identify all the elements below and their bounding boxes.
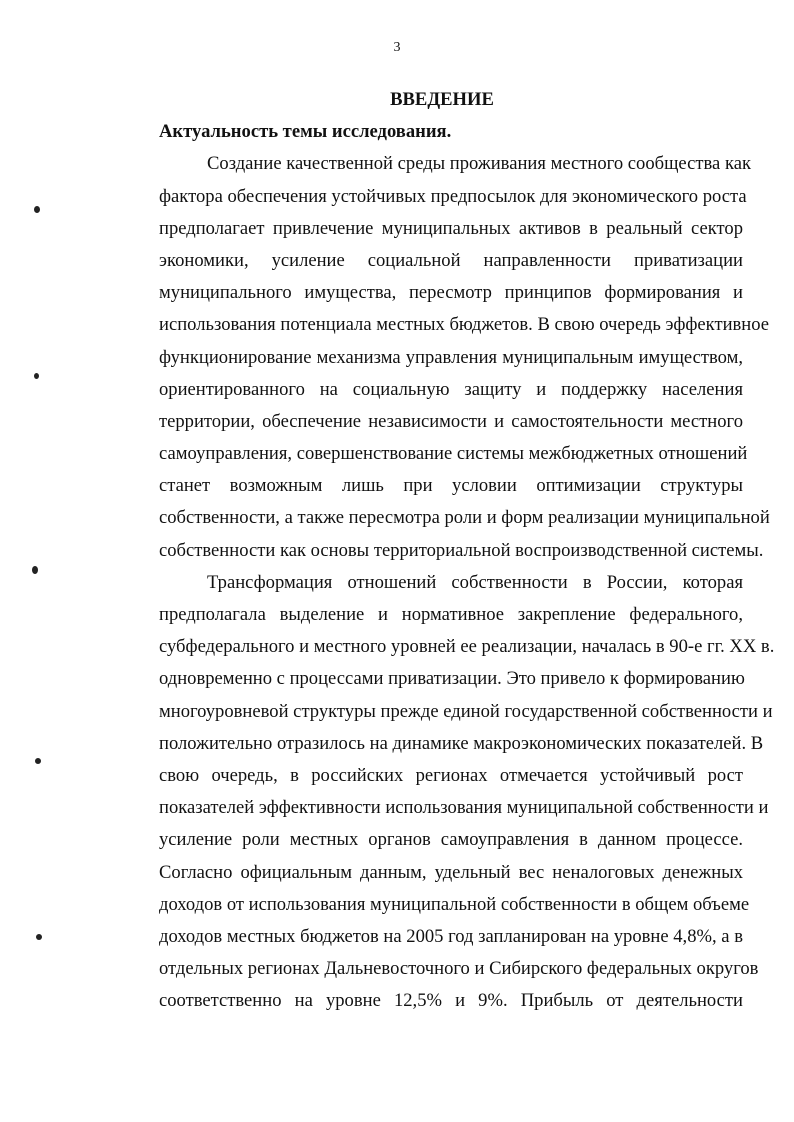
text-line: использования потенциала местных бюджетов. В свою очередь эффективное [159,314,770,336]
text-line: соответственно на уровне 12,5% и 9%. Прибыль от деятельности [159,990,743,1012]
text-line: отдельных регионах Дальневосточного и Сибирского федеральных округов [159,958,759,980]
section-subheading: Актуальность темы исследования. [159,121,452,143]
binding-hole-mark [35,758,41,764]
text-line: ориентированного на социальную защиту и поддержку населения [159,378,743,400]
section-heading: ВВЕДЕНИЕ [390,89,494,110]
binding-hole-mark [34,206,40,213]
text-line: экономики, усиление социальной направленности приватизации [159,249,743,271]
text-line: предполагает привлечение муниципальных активов в реальный сектор [159,217,743,239]
binding-hole-mark [34,373,39,379]
text-line: функционирование механизма управления муниципальным имуществом, [159,346,743,368]
text-line: одновременно с процессами приватизации. Это привело к формированию [159,668,745,690]
text-line: свою очередь, в российских регионах отмечается устойчивый рост [159,764,743,786]
text-line: фактора обеспечения устойчивых предпосылок для экономического роста [159,185,747,207]
text-line: территории, обеспечение независимости и самостоятельности местного [159,410,743,432]
text-line: субфедерального и местного уровней ее реализации, началась в 90-е гг. XX в. [159,636,775,658]
paragraph-1 [111,148,770,566]
text-line: положительно отразилось на динамике макроэкономических показателей. В [159,732,764,754]
text-line: Трансформация отношений собственности в России, которая [207,571,743,593]
text-line: Согласно официальным данным, удельный вес неналоговых денежных [159,861,743,883]
page-number: 3 [393,40,401,55]
text-line: показателей эффективности использования муниципальной собственности и [159,797,769,819]
document-body [111,84,775,1017]
text-line: предполагала выделение и нормативное закрепление федерального, [159,604,743,625]
paragraph-2 [111,567,775,1018]
text-line: многоуровневой структуры прежде единой государственной собственности и [159,700,773,722]
text-line: собственности, а также пересмотра роли и форм реализации муниципальной [159,507,770,529]
binding-hole-mark [36,934,42,940]
text-line: самоуправления, совершенствование системы межбюджетных отношений [159,443,748,465]
text-line: Создание качественной среды проживания местного сообщества как [207,153,751,175]
text-line: станет возможным лишь при условии оптимизации структуры [159,475,743,497]
text-line: собственности как основы территориальной воспроизводственной системы. [159,539,764,561]
text-line: усиление роли местных органов самоуправления в данном процессе. [159,829,743,851]
text-line: муниципального имущества, пересмотр принципов формирования и [159,282,743,304]
text-line: доходов от использования муниципальной собственности в общем объеме [159,893,750,915]
text-line: доходов местных бюджетов на 2005 год запланирован на уровне 4,8%, а в [159,925,743,947]
binding-hole-mark [32,566,38,574]
